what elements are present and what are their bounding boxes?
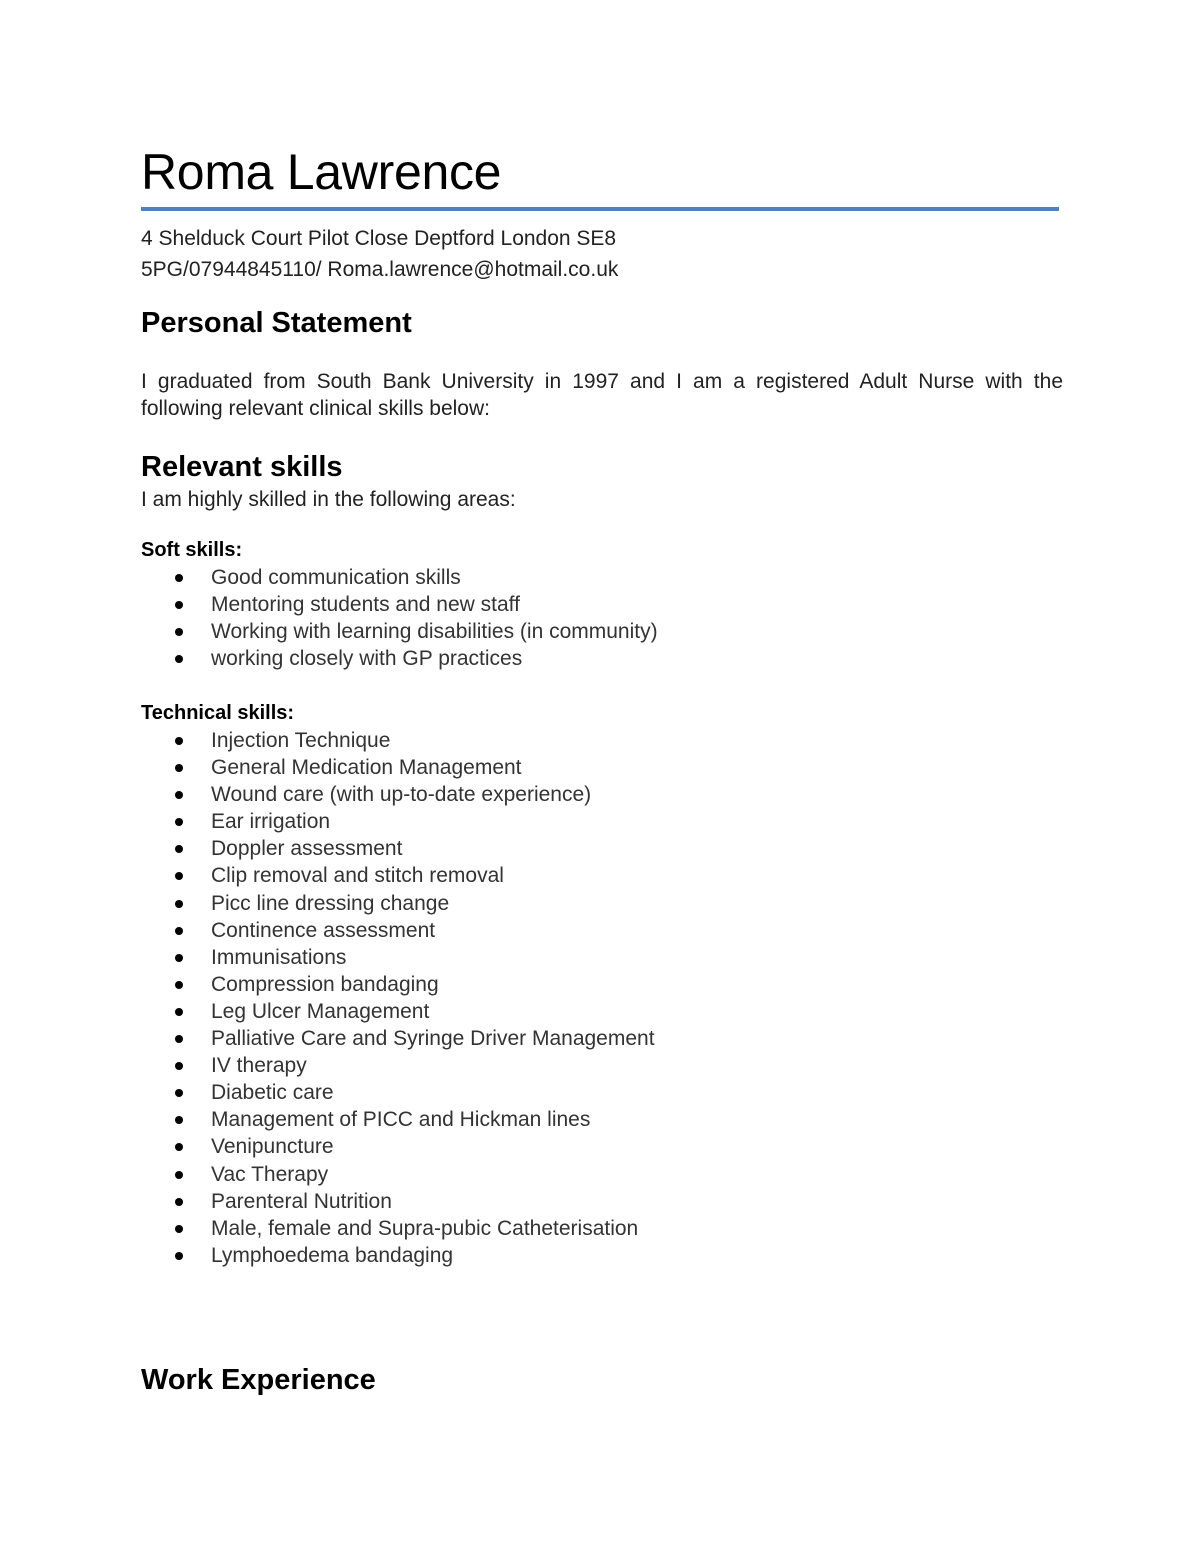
skill-label: Diabetic care — [211, 1081, 334, 1105]
candidate-name: Roma Lawrence — [141, 144, 502, 200]
skill-list-item — [141, 890, 655, 917]
skill-list-item — [141, 862, 655, 889]
bullet-icon — [175, 845, 183, 853]
skill-label: Palliative Care and Syringe Driver Management — [211, 1027, 655, 1051]
title-underline — [141, 207, 1059, 211]
skill-label: Working with learning disabilities (in community) — [211, 620, 658, 644]
skill-list-item — [141, 971, 655, 998]
skill-list-item — [141, 1188, 655, 1215]
skill-label: Clip removal and stitch removal — [211, 864, 504, 888]
personal-statement-heading: Personal Statement — [141, 307, 412, 339]
technical-skills-heading: Technical skills: — [141, 702, 295, 724]
bullet-icon — [175, 574, 183, 582]
bullet-icon — [175, 900, 183, 908]
bullet-icon — [175, 1035, 183, 1043]
bullet-icon — [175, 927, 183, 935]
skill-list-item — [141, 1052, 655, 1079]
skill-label: Mentoring students and new staff — [211, 593, 520, 617]
skill-list-item — [141, 618, 658, 645]
skill-label: Lymphoedema bandaging — [211, 1243, 454, 1267]
skill-label: Vac Therapy — [211, 1162, 329, 1186]
bullet-icon — [175, 818, 183, 826]
skill-list-item — [141, 1215, 655, 1242]
skill-list-item — [141, 1161, 655, 1188]
skill-list-item — [141, 808, 655, 835]
bullet-icon — [175, 1116, 183, 1124]
relevant-skills-intro: I am highly skilled in the following areas: — [141, 488, 516, 511]
bullet-icon — [175, 954, 183, 962]
skill-list-item — [141, 1242, 655, 1269]
skill-label: Ear irrigation — [211, 810, 331, 834]
bullet-icon — [175, 1252, 183, 1260]
work-experience-heading: Work Experience — [141, 1364, 376, 1396]
bullet-icon — [175, 1225, 183, 1233]
bullet-icon — [175, 1008, 183, 1016]
contact-phone-email-line: 5PG/07944845110/ Roma.lawrence@hotmail.co.uk — [141, 258, 619, 281]
bullet-icon — [175, 601, 183, 609]
skill-label: Compression bandaging — [211, 972, 439, 996]
bullet-icon — [175, 1171, 183, 1179]
skill-label: Good communication skills — [211, 566, 461, 589]
bullet-icon — [175, 1143, 183, 1151]
skill-list-item — [141, 1025, 655, 1052]
relevant-skills-heading: Relevant skills — [141, 451, 343, 483]
skill-list-item — [141, 835, 655, 862]
contact-details — [141, 223, 618, 285]
skill-label: working closely with GP practices — [211, 647, 523, 671]
bullet-icon — [175, 1062, 183, 1070]
personal-statement-text: I graduated from South Bank University in 1997 and I am a registered Adult Nurse with the following relevant clinical skills below: — [141, 370, 1063, 420]
skill-label: Leg Ulcer Management — [211, 999, 430, 1023]
skill-list-item — [141, 591, 658, 618]
skill-list-item — [141, 1133, 655, 1160]
skill-label: IV therapy — [211, 1054, 307, 1078]
soft-skills-heading: Soft skills: — [141, 539, 243, 561]
soft-skills-list — [141, 564, 658, 672]
bullet-icon — [175, 764, 183, 772]
bullet-icon — [175, 872, 183, 880]
skill-list-item — [141, 754, 655, 781]
skill-label: Injection Technique — [211, 729, 391, 752]
bullet-icon — [175, 981, 183, 989]
skill-label: General Medication Management — [211, 756, 522, 780]
skill-list-item — [141, 727, 655, 754]
skill-list-item — [141, 781, 655, 808]
skill-list-item — [141, 645, 658, 672]
technical-skills-list — [141, 727, 655, 1269]
bullet-icon — [175, 1089, 183, 1097]
skill-list-item — [141, 1079, 655, 1106]
skill-label: Venipuncture — [211, 1135, 334, 1159]
skill-list-item — [141, 944, 655, 971]
skill-label: Male, female and Supra-pubic Catheterisation — [211, 1216, 639, 1240]
skill-label: Parenteral Nutrition — [211, 1189, 392, 1213]
bullet-icon — [175, 655, 183, 663]
bullet-icon — [175, 791, 183, 799]
skill-label: Doppler assessment — [211, 837, 403, 861]
skill-label: Immunisations — [211, 945, 347, 969]
skill-list-item — [141, 998, 655, 1025]
skill-list-item — [141, 1106, 655, 1133]
skill-label: Picc line dressing change — [211, 891, 450, 915]
skill-label: Continence assessment — [211, 918, 436, 942]
bullet-icon — [175, 737, 183, 745]
skill-list-item — [141, 564, 658, 591]
skill-label: Management of PICC and Hickman lines — [211, 1108, 591, 1132]
bullet-icon — [175, 1198, 183, 1206]
contact-address-line: 4 Shelduck Court Pilot Close Deptford London SE8 — [141, 227, 617, 250]
skill-list-item — [141, 917, 655, 944]
bullet-icon — [175, 628, 183, 636]
skill-label: Wound care (with up-to-date experience) — [211, 783, 592, 807]
